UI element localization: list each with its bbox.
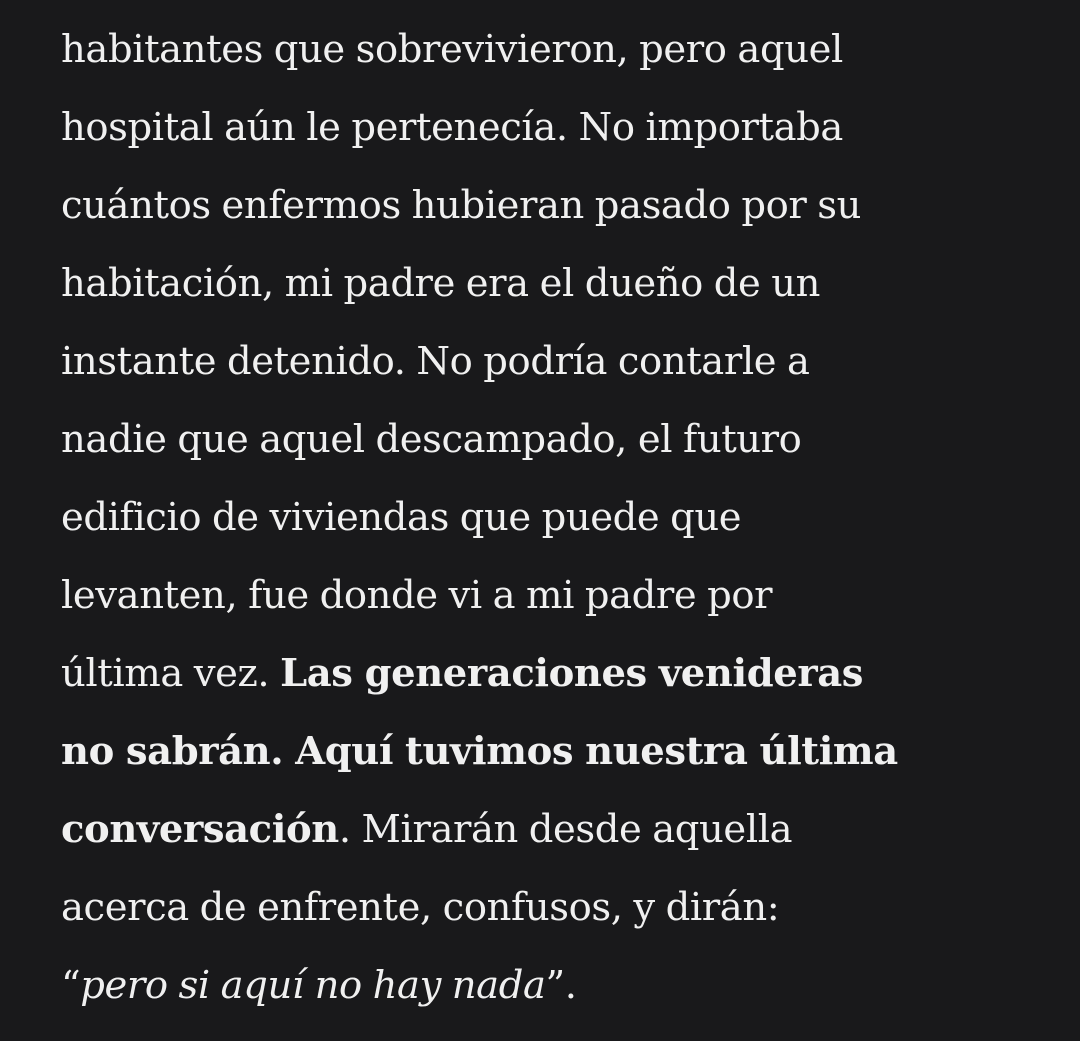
text-line (61, 791, 1051, 869)
quote-line (61, 947, 1051, 1025)
paragraph (61, 11, 1051, 1025)
text-line: habitantes que sobrevivieron, pero aquel (61, 27, 843, 72)
text-line: edificio de viviendas que puede que (61, 495, 742, 540)
bold-text-line: no sabrán. Aquí tuvimos nuestra última (61, 729, 898, 774)
text-line (61, 635, 1051, 713)
plain-text: última vez. (61, 651, 270, 696)
text-line: instante detenido. No podría contarle a (61, 339, 810, 384)
bold-text: Las generaciones venideras (280, 651, 864, 696)
close-quote: ”. (545, 963, 577, 1008)
text-line: hospital aún le pertenecía. No importaba (61, 105, 843, 150)
italic-quote: pero si aquí no hay nada (80, 963, 546, 1008)
bold-text: conversación (61, 807, 339, 852)
text-line: nadie que aquel descampado, el futuro (61, 417, 802, 462)
text-line: levanten, fue donde vi a mi padre por (61, 573, 773, 618)
article-body (61, 11, 1051, 1025)
open-quote: “ (61, 963, 81, 1008)
text-line: cuántos enfermos hubieran pasado por su (61, 183, 861, 228)
text-line: habitación, mi padre era el dueño de un (61, 261, 820, 306)
plain-text: . Mirarán desde aquella (338, 807, 793, 852)
text-line: acerca de enfrente, confusos, y dirán: (61, 885, 780, 930)
